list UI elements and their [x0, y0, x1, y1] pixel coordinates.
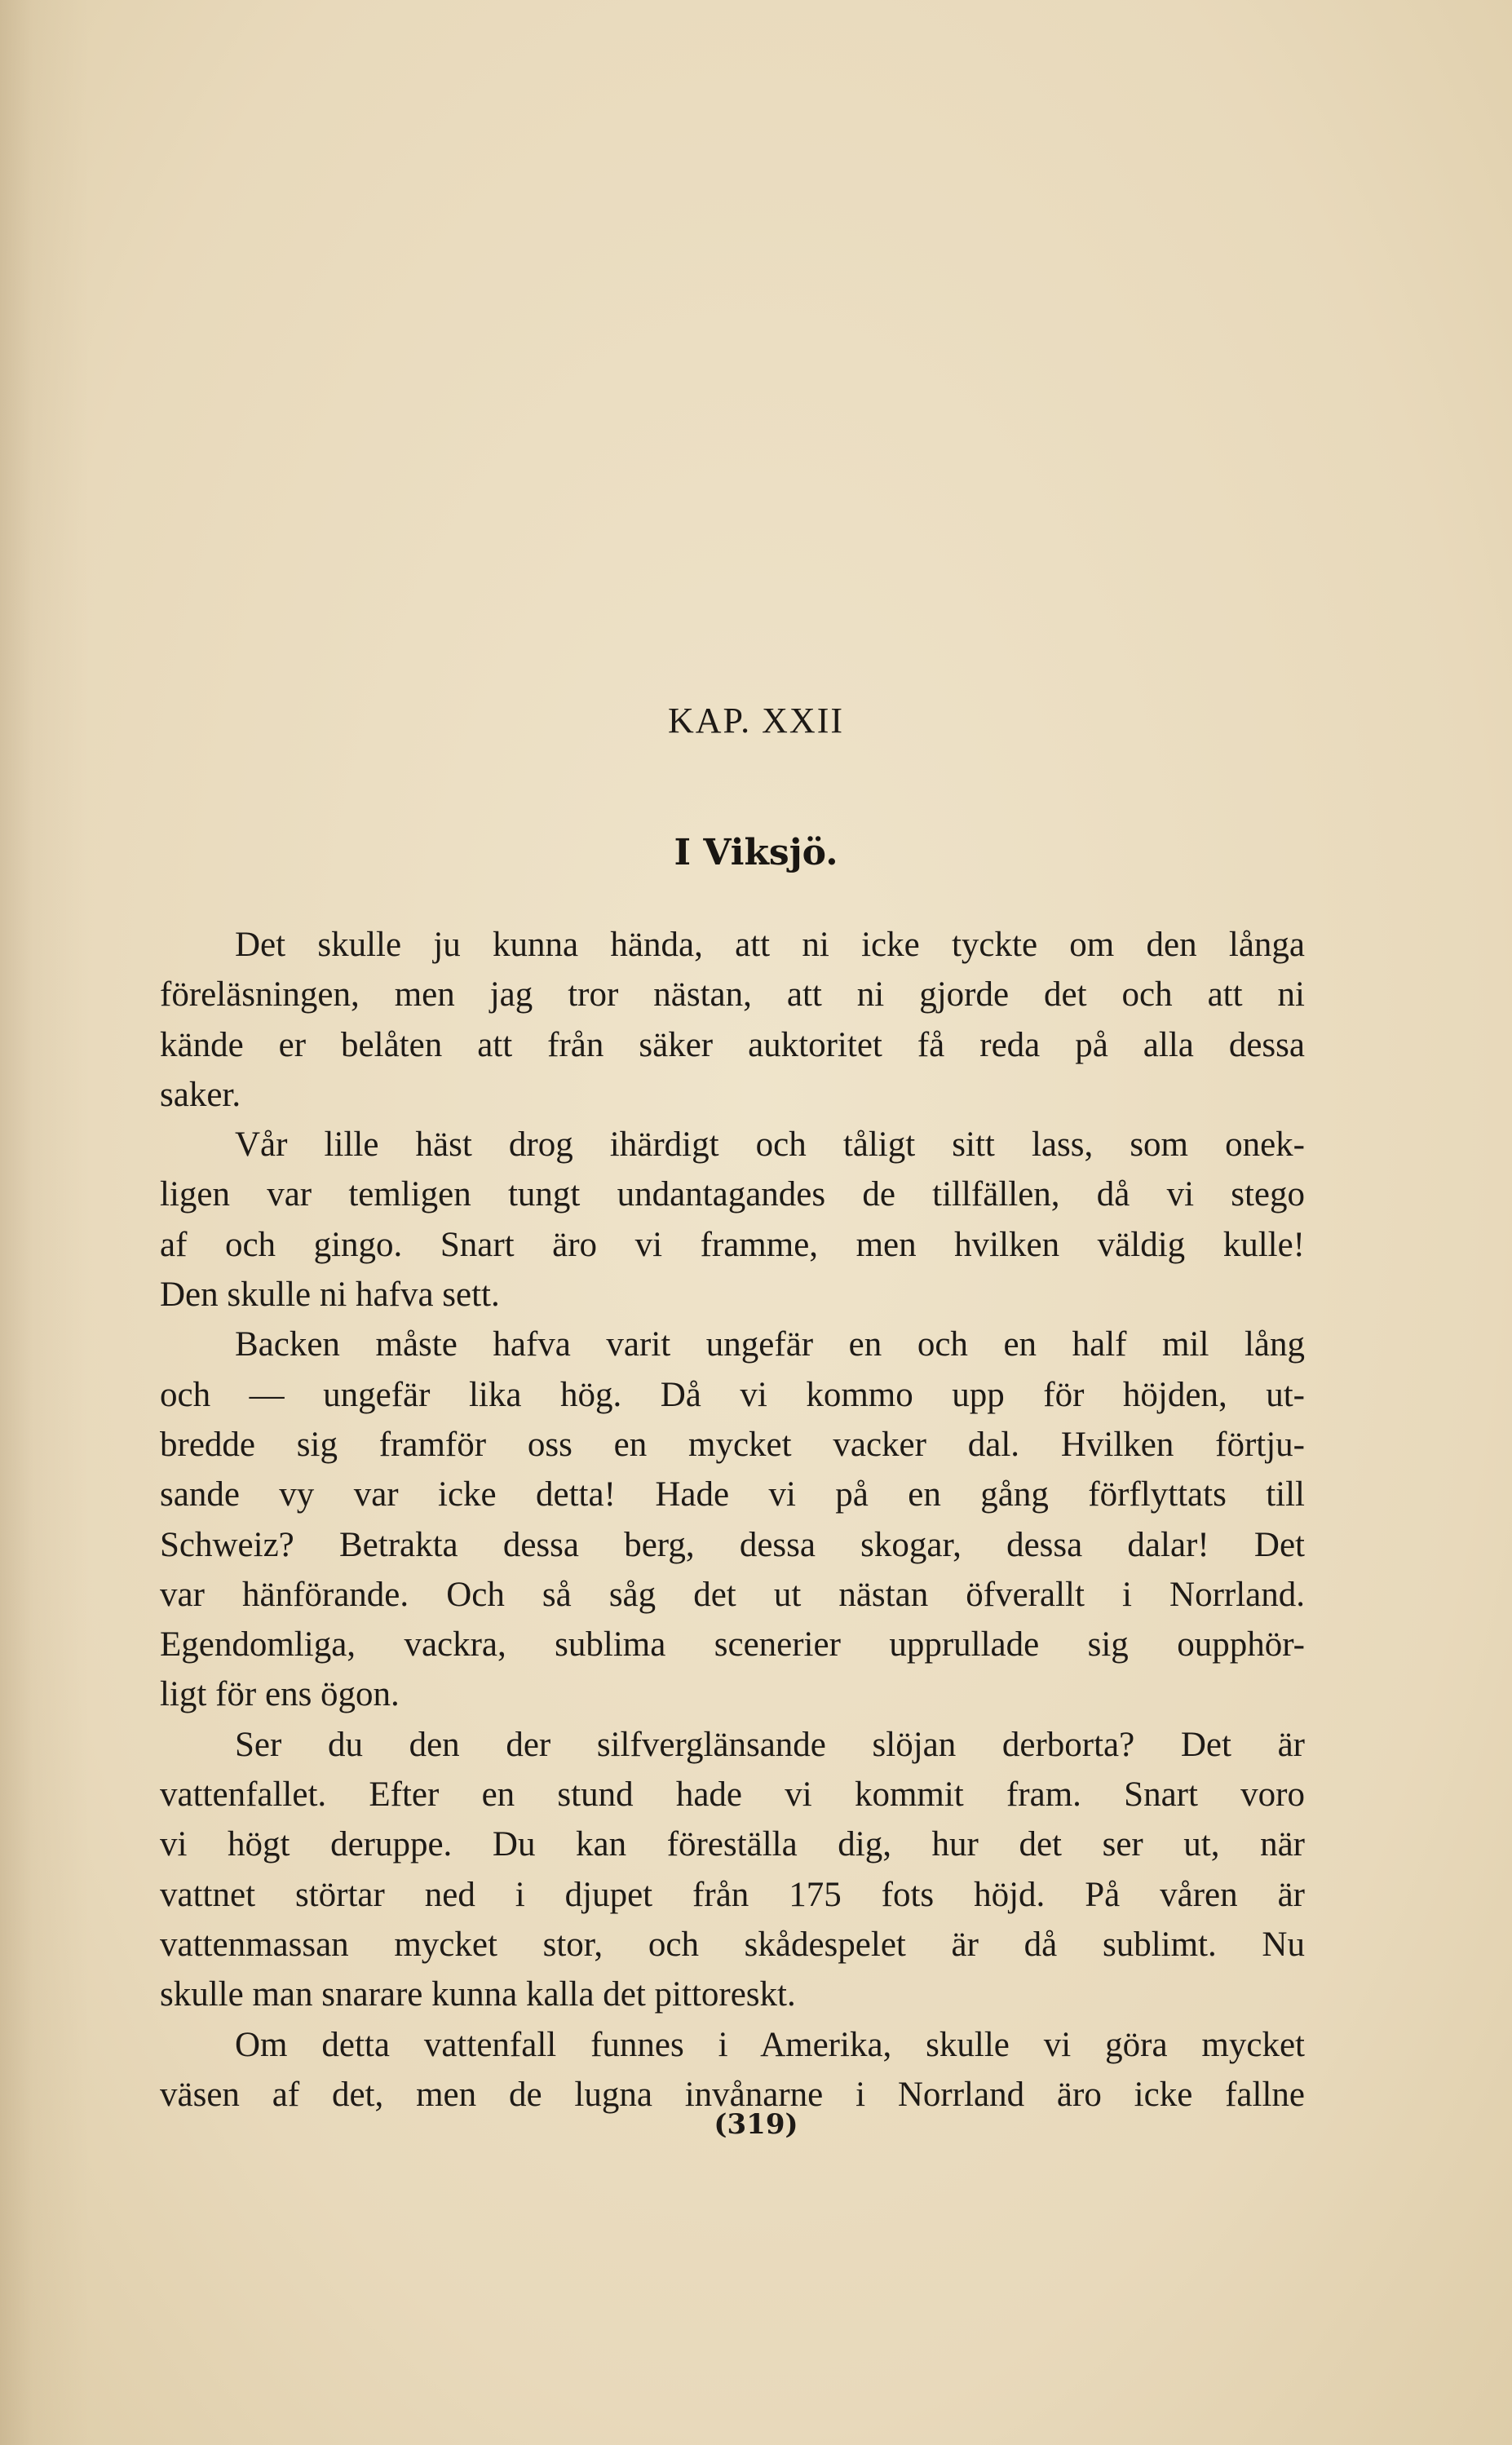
body-text	[160, 920, 1305, 2120]
text-line: vattenfallet. Efter en stund hade vi kommit fram. Snart voro	[160, 1775, 1305, 1815]
text-line: vattnet störtar ned i djupet från 175 fots höjd. På våren är	[160, 1875, 1305, 1914]
text-line: föreläsningen, men jag tror nästan, att ni gjorde det och att ni	[160, 975, 1305, 1015]
text-line: väsen af det, men de lugna invånarne i Norrland äro icke fallne	[160, 2075, 1305, 2114]
text-line: Vår lille häst drog ihärdigt och tåligt sitt lass, som onek-	[235, 1125, 1305, 1165]
text-line: ligen var temligen tungt undantagandes de tillfällen, då vi stego	[160, 1175, 1305, 1214]
chapter-title: KAP. XXII	[668, 701, 844, 741]
section-heading: I Viksjö.	[674, 832, 838, 873]
page-number: (319)	[714, 2108, 798, 2141]
text-line: kände er belåten att från säker auktoritet få reda på alla dessa	[160, 1025, 1305, 1064]
text-line: saker.	[160, 1075, 241, 1114]
text-line: Den skulle ni hafva sett.	[160, 1276, 500, 1315]
text-line: Egendomliga, vackra, sublima scenerier upprullade sig oupphör-	[160, 1625, 1305, 1665]
text-line: och — ungefär lika hög. Då vi kommo upp för höjden, ut-	[160, 1375, 1305, 1414]
text-line: Det skulle ju kunna hända, att ni icke tyckte om den långa	[235, 926, 1305, 964]
text-line: ligt för ens ögon.	[160, 1675, 400, 1714]
text-line: Ser du den der silfverglänsande slöjan derborta? Det är	[235, 1725, 1305, 1764]
text-line: var hänförande. Och så såg det ut nästan öfverallt i Norrland.	[160, 1575, 1305, 1614]
text-line: vi högt deruppe. Du kan föreställa dig, hur det ser ut, när	[160, 1825, 1305, 1864]
text-line: Backen måste hafva varit ungefär en och en half mil lång	[235, 1325, 1305, 1364]
text-line: skulle man snarare kunna kalla det pittoreskt.	[160, 1975, 796, 2014]
text-line: Schweiz? Betrakta dessa berg, dessa skogar, dessa dalar! Det	[160, 1525, 1305, 1564]
text-line: sande vy var icke detta! Hade vi på en gång förflyttats till	[160, 1475, 1305, 1514]
text-line: bredde sig framför oss en mycket vacker dal. Hvilken förtju-	[160, 1425, 1305, 1464]
text-line: af och gingo. Snart äro vi framme, men hvilken väldig kulle!	[160, 1225, 1305, 1264]
text-line: vattenmassan mycket stor, och skådespelet är då sublimt. Nu	[160, 1925, 1305, 1964]
text-line: Om detta vattenfall funnes i Amerika, skulle vi göra mycket	[235, 2025, 1305, 2064]
